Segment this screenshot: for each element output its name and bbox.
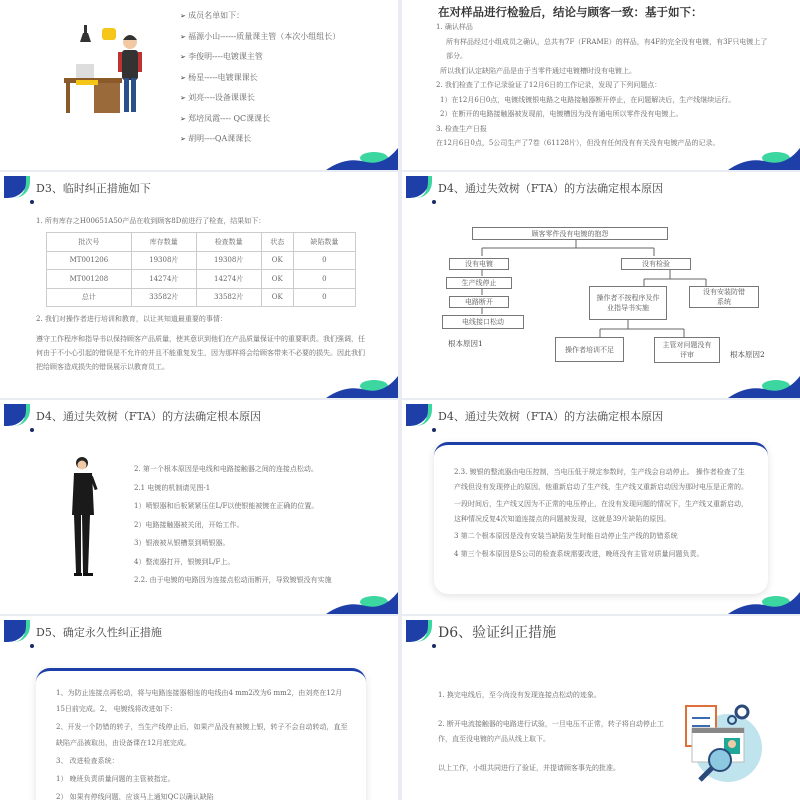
- text-paragraph: 1. 换完电线后，至今尚没有发现连接点松动的迹象。: [438, 691, 601, 699]
- businesswoman-illustration: [68, 455, 108, 580]
- root-cause-label: 根本原因1: [448, 339, 483, 348]
- text-line: 所有样品经过小组成员之确认，总共有7F（FRAME）的样品，有4F的完全没有电镀，有3F只电镀上了部分。: [446, 37, 768, 60]
- content-card: [36, 668, 366, 800]
- slide-title: D4、通过失效树（FTA）的方法确定根本原因: [438, 410, 664, 423]
- text-paragraph: 3、 改进检查系统：: [56, 757, 119, 765]
- table-cell: 19308片: [131, 251, 196, 270]
- office-worker-illustration: [64, 20, 154, 120]
- slide-title: D4、通过失效树（FTA）的方法确定根本原因: [438, 182, 664, 195]
- table-cell: MT001206: [47, 251, 132, 270]
- text-line: 3）银液被从银槽泵到喷银器。: [134, 539, 230, 547]
- text-line: 3. 检查生产日报: [436, 124, 487, 133]
- slide-d4-cause1: [0, 400, 398, 614]
- tree-node: 没有安装防错系统: [689, 286, 759, 308]
- column-header: 库存数量: [131, 233, 196, 252]
- column-header: 状态: [261, 233, 293, 252]
- slide-heading: 在对样品进行检验后，结论与顾客一致：基于如下：: [438, 5, 703, 19]
- slide-title: D6、验证纠正措施: [438, 625, 557, 641]
- table-cell: OK: [261, 251, 293, 270]
- table-cell: OK: [261, 288, 293, 307]
- table-cell: 33582片: [131, 288, 196, 307]
- table-cell: 总计: [47, 288, 132, 307]
- member-item: ➢ 李俊明----电镀课主管: [180, 47, 340, 68]
- corner-logo-icon: [4, 620, 34, 642]
- corner-logo-icon: [4, 176, 34, 198]
- slide-d6: [402, 616, 800, 800]
- text-line: 2.1 电镀的机制请见图-1: [134, 483, 211, 492]
- slide-d4-cause2: [402, 400, 800, 614]
- corner-logo-icon: [406, 176, 436, 198]
- inspection-illustration: [680, 698, 766, 788]
- text-line: 在12月6日0点，5公司生产了7卷（61128片），但没有任何没有有关没有电镀产品的记录。: [436, 139, 720, 147]
- wave-decoration-icon: [728, 592, 800, 614]
- text-line: 2）在断开的电路接触器被发现前，电镀槽因为没有通电所以零件没有电镀上。: [440, 110, 683, 118]
- table-cell: 0: [293, 288, 355, 307]
- tree-node-root: 顾客零件没有电镀的抱怨: [472, 227, 668, 240]
- text-paragraph: 1、为防止连接点再松动，将与电路连接器相连的电线由4 mm2改为6 mm2，由刘亮在12月15日前完成。2、 电镀线将改进如下：: [56, 689, 343, 713]
- tree-node: 操作者培训不足: [555, 337, 624, 362]
- slide-title: D5、确定永久性纠正措施: [36, 626, 162, 639]
- cause1-text: [134, 460, 332, 590]
- tree-node: 电线接口松动: [442, 315, 524, 329]
- column-header: 批次号: [47, 233, 132, 252]
- member-list: [180, 6, 340, 150]
- member-item: ➢ 福源小山------质量课主管（本次小组组长）: [180, 27, 340, 48]
- text-line: 1）在12月6日0点，电镀线镀银电路之电路接触器断开停止，在问题解决后，生产线继续运行。: [440, 95, 736, 104]
- table-cell: 14274片: [131, 270, 196, 289]
- text-paragraph: 2.3. 镀银的整流器由电压控制，当电压低于规定参数时，生产线会自动停止。 操作者检查了生产线但没有发现停止的原因，他重新启动了生产线，生产线又重新启动因为那时电压是正常的。: [454, 468, 748, 491]
- root-cause-label: 根本原因2: [730, 350, 765, 359]
- wave-decoration-icon: [728, 376, 800, 398]
- text-line: 2. 第一个根本原因是电线和电路接触器之间的连接点松动。: [134, 465, 318, 473]
- table-header-row: [47, 233, 356, 252]
- table-cell: 33582片: [196, 288, 261, 307]
- conclusion-body: [436, 20, 770, 151]
- corner-logo-icon: [4, 404, 34, 426]
- tree-node: 主管对问题没有评审: [654, 337, 720, 363]
- member-item: ➢ 成员名单如下：: [180, 6, 340, 27]
- member-item: ➢ 刘亮----设备课课长: [180, 88, 340, 109]
- training-text: 2. 我们对操作者进行培训和教育，以让其知道最重要的事情：: [36, 315, 227, 323]
- slide-conclusion: [402, 0, 800, 170]
- table-cell: OK: [261, 270, 293, 289]
- wave-decoration-icon: [326, 376, 398, 398]
- tree-node: 操作者不按程序及作业指导书实施: [589, 286, 667, 320]
- wave-decoration-icon: [326, 148, 398, 170]
- tree-node: 生产线停止: [446, 277, 512, 289]
- slide-title: D3、临时纠正措施如下: [36, 182, 151, 195]
- text-line: 4）整流器打开，银镀到L/F上。: [134, 557, 235, 566]
- verification-text: [438, 688, 668, 790]
- member-item: ➢ 胡明----QA课课长: [180, 129, 340, 150]
- inventory-table: [46, 232, 356, 307]
- member-item: ➢ 杨星-----电镀课课长: [180, 68, 340, 89]
- text-paragraph: 3 第二个根本原因是没有安装当缺陷发生时能自动停止生产线的防错系统: [454, 532, 678, 540]
- text-paragraph: 2） 如果有停线问题，应该马上通知QC以确认缺陷: [56, 793, 214, 800]
- table-row: [47, 251, 356, 270]
- text-line: 所以我们认定缺陷产品是由于当零件通过电镀槽时没有电镀上。: [440, 66, 636, 75]
- member-item: ➢ 郑培凤霞---- QC课课长: [180, 109, 340, 130]
- tree-node: 没有检验: [621, 258, 691, 270]
- table-cell: 19308片: [196, 251, 261, 270]
- text-line: 2.2. 由于电镀的电路因为连接点松动而断开，导致镀银没有实施: [134, 576, 332, 584]
- tree-node: 没有电镀: [449, 258, 509, 270]
- text-paragraph: 2. 断开电流接触器的电路进行试验，一旦电压不正常，转子将自动停止工作，直至没电镀的产品从线上取下。: [438, 720, 664, 743]
- text-paragraph: 4 第三个根本原因是S公司的检查系统需要改进，晚班没有主管对质量问题负责。: [454, 549, 704, 558]
- table-cell: 0: [293, 270, 355, 289]
- text-line: 1. 确认样品: [436, 23, 473, 31]
- table-cell: 0: [293, 251, 355, 270]
- text-paragraph: 2、开发一个防错的转子，当生产线停止后，如果产品没有被镀上银，转子不会自动转动，直至缺陷产品被取出，由设备课在12月底完成。: [56, 723, 348, 747]
- wave-decoration-icon: [326, 592, 398, 614]
- table-row: [47, 288, 356, 307]
- table-cell: MT001208: [47, 270, 132, 289]
- intro-text: 1. 所有库存之H00651A50产品在收到顾客8D前进行了检查，结果如下：: [36, 217, 266, 225]
- text-line: 2. 我们检查了工作记录验证了12月6日的工作记录，发现了下列问题点：: [436, 81, 662, 89]
- text-paragraph: 以上工作，小组共同进行了验证，并提请顾客事先的批准。: [438, 764, 620, 772]
- slide-d4-tree: [402, 172, 800, 398]
- corner-logo-icon: [406, 404, 436, 426]
- slide-title: D4、通过失效树（FTA）的方法确定根本原因: [36, 410, 262, 423]
- slide-d3: [0, 172, 398, 398]
- slide-d5: [0, 616, 398, 800]
- text-line: 1）喷银器和后板紧紧压住L/F以使银能被镀在正确的位置。: [134, 502, 319, 510]
- text-paragraph: 一段时间后，生产线又因为不正常的电压停止，在没有发现问题的情况下，生产线又重新启动，这种情况反复4次知道连接点的问题被发现，这就是39片缺陷的原因。: [454, 500, 748, 523]
- table-row: [47, 270, 356, 289]
- text-paragraph: 1） 晚班负责质量问题的主管被指定。: [56, 775, 175, 783]
- content-card: [434, 442, 768, 594]
- fault-tree-diagram: [402, 212, 800, 398]
- wave-decoration-icon: [728, 148, 800, 170]
- corner-logo-icon: [406, 620, 436, 642]
- column-header: 检查数量: [196, 233, 261, 252]
- text-line: 2）电路接触器被关闭，开始工作。: [134, 520, 244, 529]
- training-detail: 遵守工作程序和指导书以保持顾客产品质量，使其意识到他们在产品质量保证中的重要职责。我们强调，任何由于不小心引起的错误是不允许的并且不能重复发生，因为那样将会给顾客带来不必要的损失。因此我们把给顾客造成损失的错误展示以教育员工。: [36, 335, 365, 371]
- tree-node: 电路断开: [449, 296, 509, 308]
- table-cell: 14274片: [196, 270, 261, 289]
- column-header: 缺陷数量: [293, 233, 355, 252]
- slide-members: [0, 0, 398, 170]
